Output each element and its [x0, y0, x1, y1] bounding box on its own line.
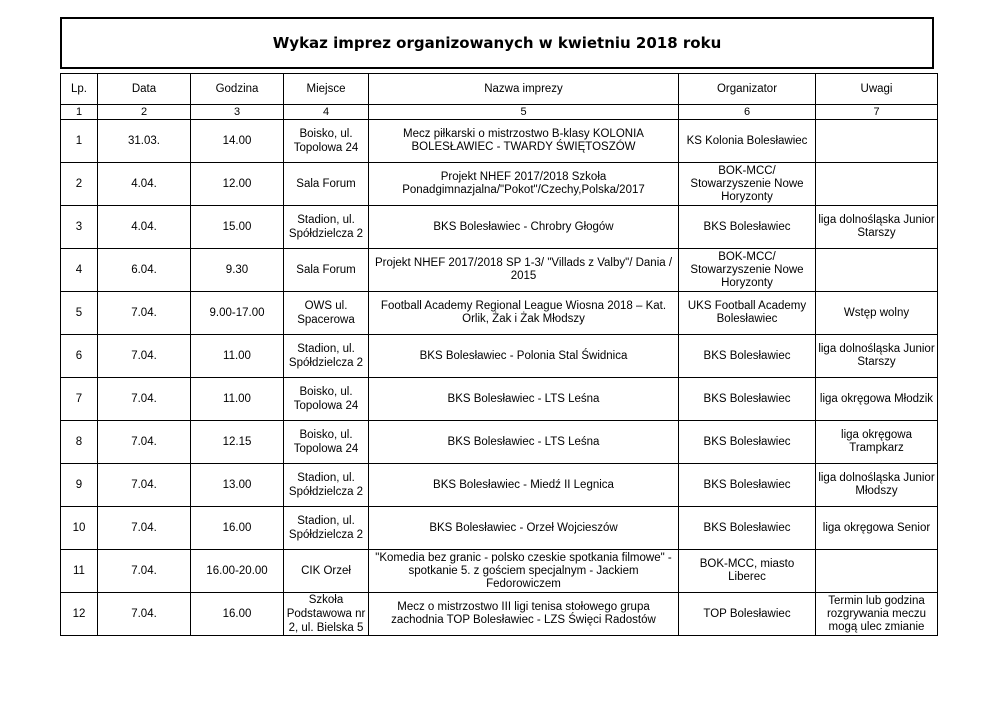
cell-notes: liga okręgowa Młodzik [816, 378, 938, 421]
cell-organizer: BOK-MCC, miasto Liberec [679, 550, 816, 593]
cell-event-name: BKS Bolesławiec - Chrobry Głogów [369, 206, 679, 249]
column-number: 4 [284, 105, 369, 120]
cell-time: 13.00 [191, 464, 284, 507]
cell-organizer: BKS Bolesławiec [679, 378, 816, 421]
cell-event-name: Mecz piłkarski o mistrzostwo B-klasy KOLONIA BOLESŁAWIEC - TWARDY ŚWIĘTOSZÓW [369, 120, 679, 163]
events-table [60, 73, 938, 636]
column-number: 7 [816, 105, 938, 120]
table-row [61, 421, 938, 464]
cell-date: 7.04. [98, 335, 191, 378]
cell-date: 7.04. [98, 464, 191, 507]
cell-time: 9.00-17.00 [191, 292, 284, 335]
cell-event-name: BKS Bolesławiec - Orzeł Wojcieszów [369, 507, 679, 550]
cell-event-name: BKS Bolesławiec - LTS Leśna [369, 378, 679, 421]
cell-event-name: BKS Bolesławiec - Polonia Stal Świdnica [369, 335, 679, 378]
cell-place: Boisko, ul. Topolowa 24 [284, 421, 369, 464]
header-organizator: Organizator [679, 74, 816, 105]
cell-time: 12.00 [191, 163, 284, 206]
cell-place: Stadion, ul. Spółdzielcza 2 [284, 464, 369, 507]
cell-time: 16.00-20.00 [191, 550, 284, 593]
cell-time: 14.00 [191, 120, 284, 163]
column-number-row [61, 105, 938, 120]
cell-lp: 4 [61, 249, 98, 292]
cell-place: Stadion, ul. Spółdzielcza 2 [284, 507, 369, 550]
cell-event-name: Projekt NHEF 2017/2018 Szkoła Ponadgimnazjalna/"Pokot"/Czechy,Polska/2017 [369, 163, 679, 206]
cell-lp: 2 [61, 163, 98, 206]
cell-time: 11.00 [191, 335, 284, 378]
cell-time: 11.00 [191, 378, 284, 421]
cell-notes: Wstęp wolny [816, 292, 938, 335]
cell-date: 4.04. [98, 163, 191, 206]
cell-lp: 9 [61, 464, 98, 507]
cell-date: 7.04. [98, 378, 191, 421]
cell-time: 16.00 [191, 507, 284, 550]
column-number: 5 [369, 105, 679, 120]
cell-lp: 7 [61, 378, 98, 421]
cell-event-name: "Komedia bez granic - polsko czeskie spotkania filmowe" - spotkanie 5. z gościem specjalnym - Jackiem Fedorowiczem [369, 550, 679, 593]
cell-organizer: BKS Bolesławiec [679, 335, 816, 378]
cell-lp: 5 [61, 292, 98, 335]
title-box [60, 17, 934, 69]
header-uwagi: Uwagi [816, 74, 938, 105]
cell-notes: liga dolnośląska Junior Młodszy [816, 464, 938, 507]
header-miejsce: Miejsce [284, 74, 369, 105]
cell-place: Sala Forum [284, 163, 369, 206]
header-lp: Lp. [61, 74, 98, 105]
cell-lp: 3 [61, 206, 98, 249]
cell-date: 6.04. [98, 249, 191, 292]
table-row [61, 249, 938, 292]
cell-organizer: TOP Bolesławiec [679, 593, 816, 636]
cell-event-name: Mecz o mistrzostwo III ligi tenisa stołowego grupa zachodnia TOP Bolesławiec - LZS Święci Radostów [369, 593, 679, 636]
cell-date: 7.04. [98, 421, 191, 464]
column-number: 2 [98, 105, 191, 120]
cell-place: Stadion, ul. Spółdzielcza 2 [284, 206, 369, 249]
cell-notes [816, 120, 938, 163]
cell-notes [816, 550, 938, 593]
header-row [61, 74, 938, 105]
cell-time: 16.00 [191, 593, 284, 636]
cell-organizer: BOK-MCC/ Stowarzyszenie Nowe Horyzonty [679, 249, 816, 292]
table-row [61, 464, 938, 507]
cell-notes [816, 249, 938, 292]
cell-place: OWS ul. Spacerowa [284, 292, 369, 335]
cell-place: Stadion, ul. Spółdzielcza 2 [284, 335, 369, 378]
cell-notes: liga okręgowa Senior [816, 507, 938, 550]
cell-event-name: BKS Bolesławiec - LTS Leśna [369, 421, 679, 464]
table-row [61, 593, 938, 636]
cell-time: 15.00 [191, 206, 284, 249]
cell-event-name: Projekt NHEF 2017/2018 SP 1-3/ "Villads z Valby"/ Dania / 2015 [369, 249, 679, 292]
cell-organizer: BOK-MCC/ Stowarzyszenie Nowe Horyzonty [679, 163, 816, 206]
table-row [61, 335, 938, 378]
cell-organizer: BKS Bolesławiec [679, 206, 816, 249]
table-row [61, 550, 938, 593]
table-row [61, 163, 938, 206]
cell-organizer: BKS Bolesławiec [679, 507, 816, 550]
cell-lp: 1 [61, 120, 98, 163]
cell-event-name: BKS Bolesławiec - Miedź II Legnica [369, 464, 679, 507]
cell-notes: Termin lub godzina rozgrywania meczu mogą ulec zmianie [816, 593, 938, 636]
cell-organizer: KS Kolonia Bolesławiec [679, 120, 816, 163]
header-data: Data [98, 74, 191, 105]
cell-organizer: BKS Bolesławiec [679, 464, 816, 507]
cell-time: 12.15 [191, 421, 284, 464]
column-number: 6 [679, 105, 816, 120]
cell-notes: liga dolnośląska Junior Starszy [816, 335, 938, 378]
table-row [61, 120, 938, 163]
cell-event-name: Football Academy Regional League Wiosna 2018 – Kat. Orlik, Żak i Żak Młodszy [369, 292, 679, 335]
cell-organizer: UKS Football Academy Bolesławiec [679, 292, 816, 335]
header-nazwa: Nazwa imprezy [369, 74, 679, 105]
document-title: Wykaz imprez organizowanych w kwietniu 2018 roku [272, 34, 722, 52]
cell-lp: 12 [61, 593, 98, 636]
cell-date: 7.04. [98, 507, 191, 550]
table-row [61, 206, 938, 249]
table-row [61, 507, 938, 550]
cell-date: 31.03. [98, 120, 191, 163]
cell-lp: 8 [61, 421, 98, 464]
cell-date: 4.04. [98, 206, 191, 249]
cell-date: 7.04. [98, 292, 191, 335]
column-number: 3 [191, 105, 284, 120]
cell-place: Sala Forum [284, 249, 369, 292]
cell-place: Boisko, ul. Topolowa 24 [284, 378, 369, 421]
table-row [61, 292, 938, 335]
events-table-body [61, 74, 938, 636]
cell-place: Boisko, ul. Topolowa 24 [284, 120, 369, 163]
cell-date: 7.04. [98, 593, 191, 636]
cell-lp: 6 [61, 335, 98, 378]
cell-place: Szkoła Podstawowa nr 2, ul. Bielska 5 [284, 593, 369, 636]
cell-organizer: BKS Bolesławiec [679, 421, 816, 464]
cell-notes: liga okręgowa Trampkarz [816, 421, 938, 464]
cell-notes [816, 163, 938, 206]
cell-time: 9.30 [191, 249, 284, 292]
table-row [61, 378, 938, 421]
column-number: 1 [61, 105, 98, 120]
cell-lp: 11 [61, 550, 98, 593]
cell-place: CIK Orzeł [284, 550, 369, 593]
cell-lp: 10 [61, 507, 98, 550]
header-godzina: Godzina [191, 74, 284, 105]
cell-date: 7.04. [98, 550, 191, 593]
cell-notes: liga dolnośląska Junior Starszy [816, 206, 938, 249]
